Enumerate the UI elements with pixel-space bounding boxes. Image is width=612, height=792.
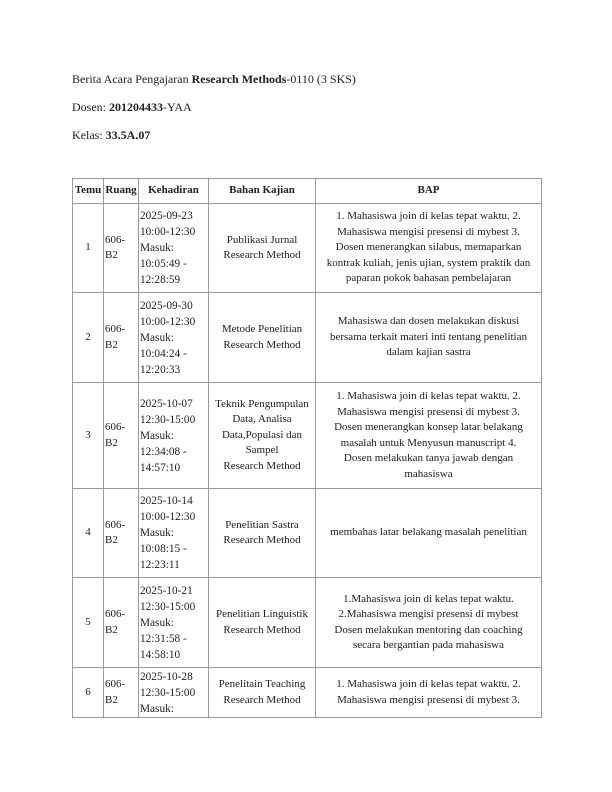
class-code: 33.5A.07 <box>105 128 151 142</box>
cell-ruang: 606- B2 <box>104 293 139 383</box>
table-header-row <box>73 179 542 204</box>
document-title <box>72 72 356 86</box>
course-name: Research Methods <box>191 72 287 86</box>
lecturer-id: 201204433 <box>109 100 163 114</box>
cell-bahan-kajian: Teknik Pengumpulan Data, Analisa Data,Populasi dan Sampel Research Method <box>209 383 316 489</box>
lecturer-suffix: -YAA <box>163 100 192 114</box>
cell-bap: 1.Mahasiswa join di kelas tepat waktu. 2.Mahasiswa mengisi presensi di mybest Dosen melakukan mentoring dan coaching secara bergantian pada mahasiswa <box>316 578 542 668</box>
cell-kehadiran: 2025-10-07 12:30-15:00 Masuk: 12:34:08 - 14:57:10 <box>139 383 209 489</box>
cell-kehadiran: 2025-09-30 10:00-12:30 Masuk: 10:04:24 - 12:20:33 <box>139 293 209 383</box>
cell-bahan-kajian: Metode Penelitian Research Method <box>209 293 316 383</box>
lecturer-label: Dosen: <box>72 100 109 114</box>
table-row <box>73 578 542 668</box>
cell-temu: 2 <box>73 293 104 383</box>
cell-bahan-kajian: Penelitian Linguistik Research Method <box>209 578 316 668</box>
course-suffix: -0110 (3 SKS) <box>286 72 356 86</box>
cell-bap: Mahasiswa dan dosen melakukan diskusi bersama terkait materi inti tentang penelitian dalam kajian sastra <box>316 293 542 383</box>
cell-bahan-kajian: Publikasi Jurnal Research Method <box>209 204 316 293</box>
class-line <box>72 128 150 142</box>
table-row <box>73 383 542 489</box>
cell-kehadiran: 2025-10-28 12:30-15:00 Masuk: <box>139 668 209 718</box>
cell-kehadiran: 2025-09-23 10:00-12:30 Masuk: 10:05:49 - 12:28:59 <box>139 204 209 293</box>
title-prefix: Berita Acara Pengajaran <box>72 72 192 86</box>
cell-temu: 4 <box>73 489 104 578</box>
class-label: Kelas: <box>72 128 106 142</box>
cell-kehadiran: 2025-10-21 12:30-15:00 Masuk: 12:31:58 - 14:58:10 <box>139 578 209 668</box>
cell-bap: 1. Mahasiswa join di kelas tepat waktu. 2. Mahasiswa mengisi presensi di mybest 3. Dosen menerangkan silabus, memaparkan kontrak kuliah, jenis ujian, system praktik dan paparan pokok bahasan pembelajaran <box>316 204 542 293</box>
cell-ruang: 606- B2 <box>104 489 139 578</box>
attendance-table <box>72 178 542 718</box>
cell-ruang: 606- B2 <box>104 578 139 668</box>
cell-temu: 1 <box>73 204 104 293</box>
column-header-ruang: Ruang <box>104 179 139 204</box>
column-header-temu: Temu <box>73 179 104 204</box>
column-header-bap: BAP <box>316 179 542 204</box>
table-row <box>73 293 542 383</box>
column-header-bahan-kajian: Bahan Kajian <box>209 179 316 204</box>
column-header-kehadiran: Kehadiran <box>139 179 209 204</box>
cell-ruang: 606- B2 <box>104 204 139 293</box>
cell-temu: 5 <box>73 578 104 668</box>
cell-temu: 6 <box>73 668 104 718</box>
cell-bap: 1. Mahasiswa join di kelas tepat waktu. 2. Mahasiswa mengisi presensi di mybest 3. Dosen menerangkan konsep latar belakang masalah untuk Menyusun manuscript 4. Dosen melakukan tanya jawab dengan mahasiswa <box>316 383 542 489</box>
cell-ruang: 606- B2 <box>104 383 139 489</box>
lecturer-line <box>72 100 192 114</box>
cell-bap: 1. Mahasiswa join di kelas tepat waktu. 2. Mahasiswa mengisi presensi di mybest 3. <box>316 668 542 718</box>
cell-kehadiran: 2025-10-14 10:00-12:30 Masuk: 10:08:15 - 12:23:11 <box>139 489 209 578</box>
cell-temu: 3 <box>73 383 104 489</box>
cell-bahan-kajian: Penelitain Teaching Research Method <box>209 668 316 718</box>
table-row <box>73 489 542 578</box>
table-row <box>73 204 542 293</box>
cell-ruang: 606- B2 <box>104 668 139 718</box>
cell-bap: membahas latar belakang masalah penelitian <box>316 489 542 578</box>
cell-bahan-kajian: Penelitian Sastra Research Method <box>209 489 316 578</box>
table-row <box>73 668 542 718</box>
